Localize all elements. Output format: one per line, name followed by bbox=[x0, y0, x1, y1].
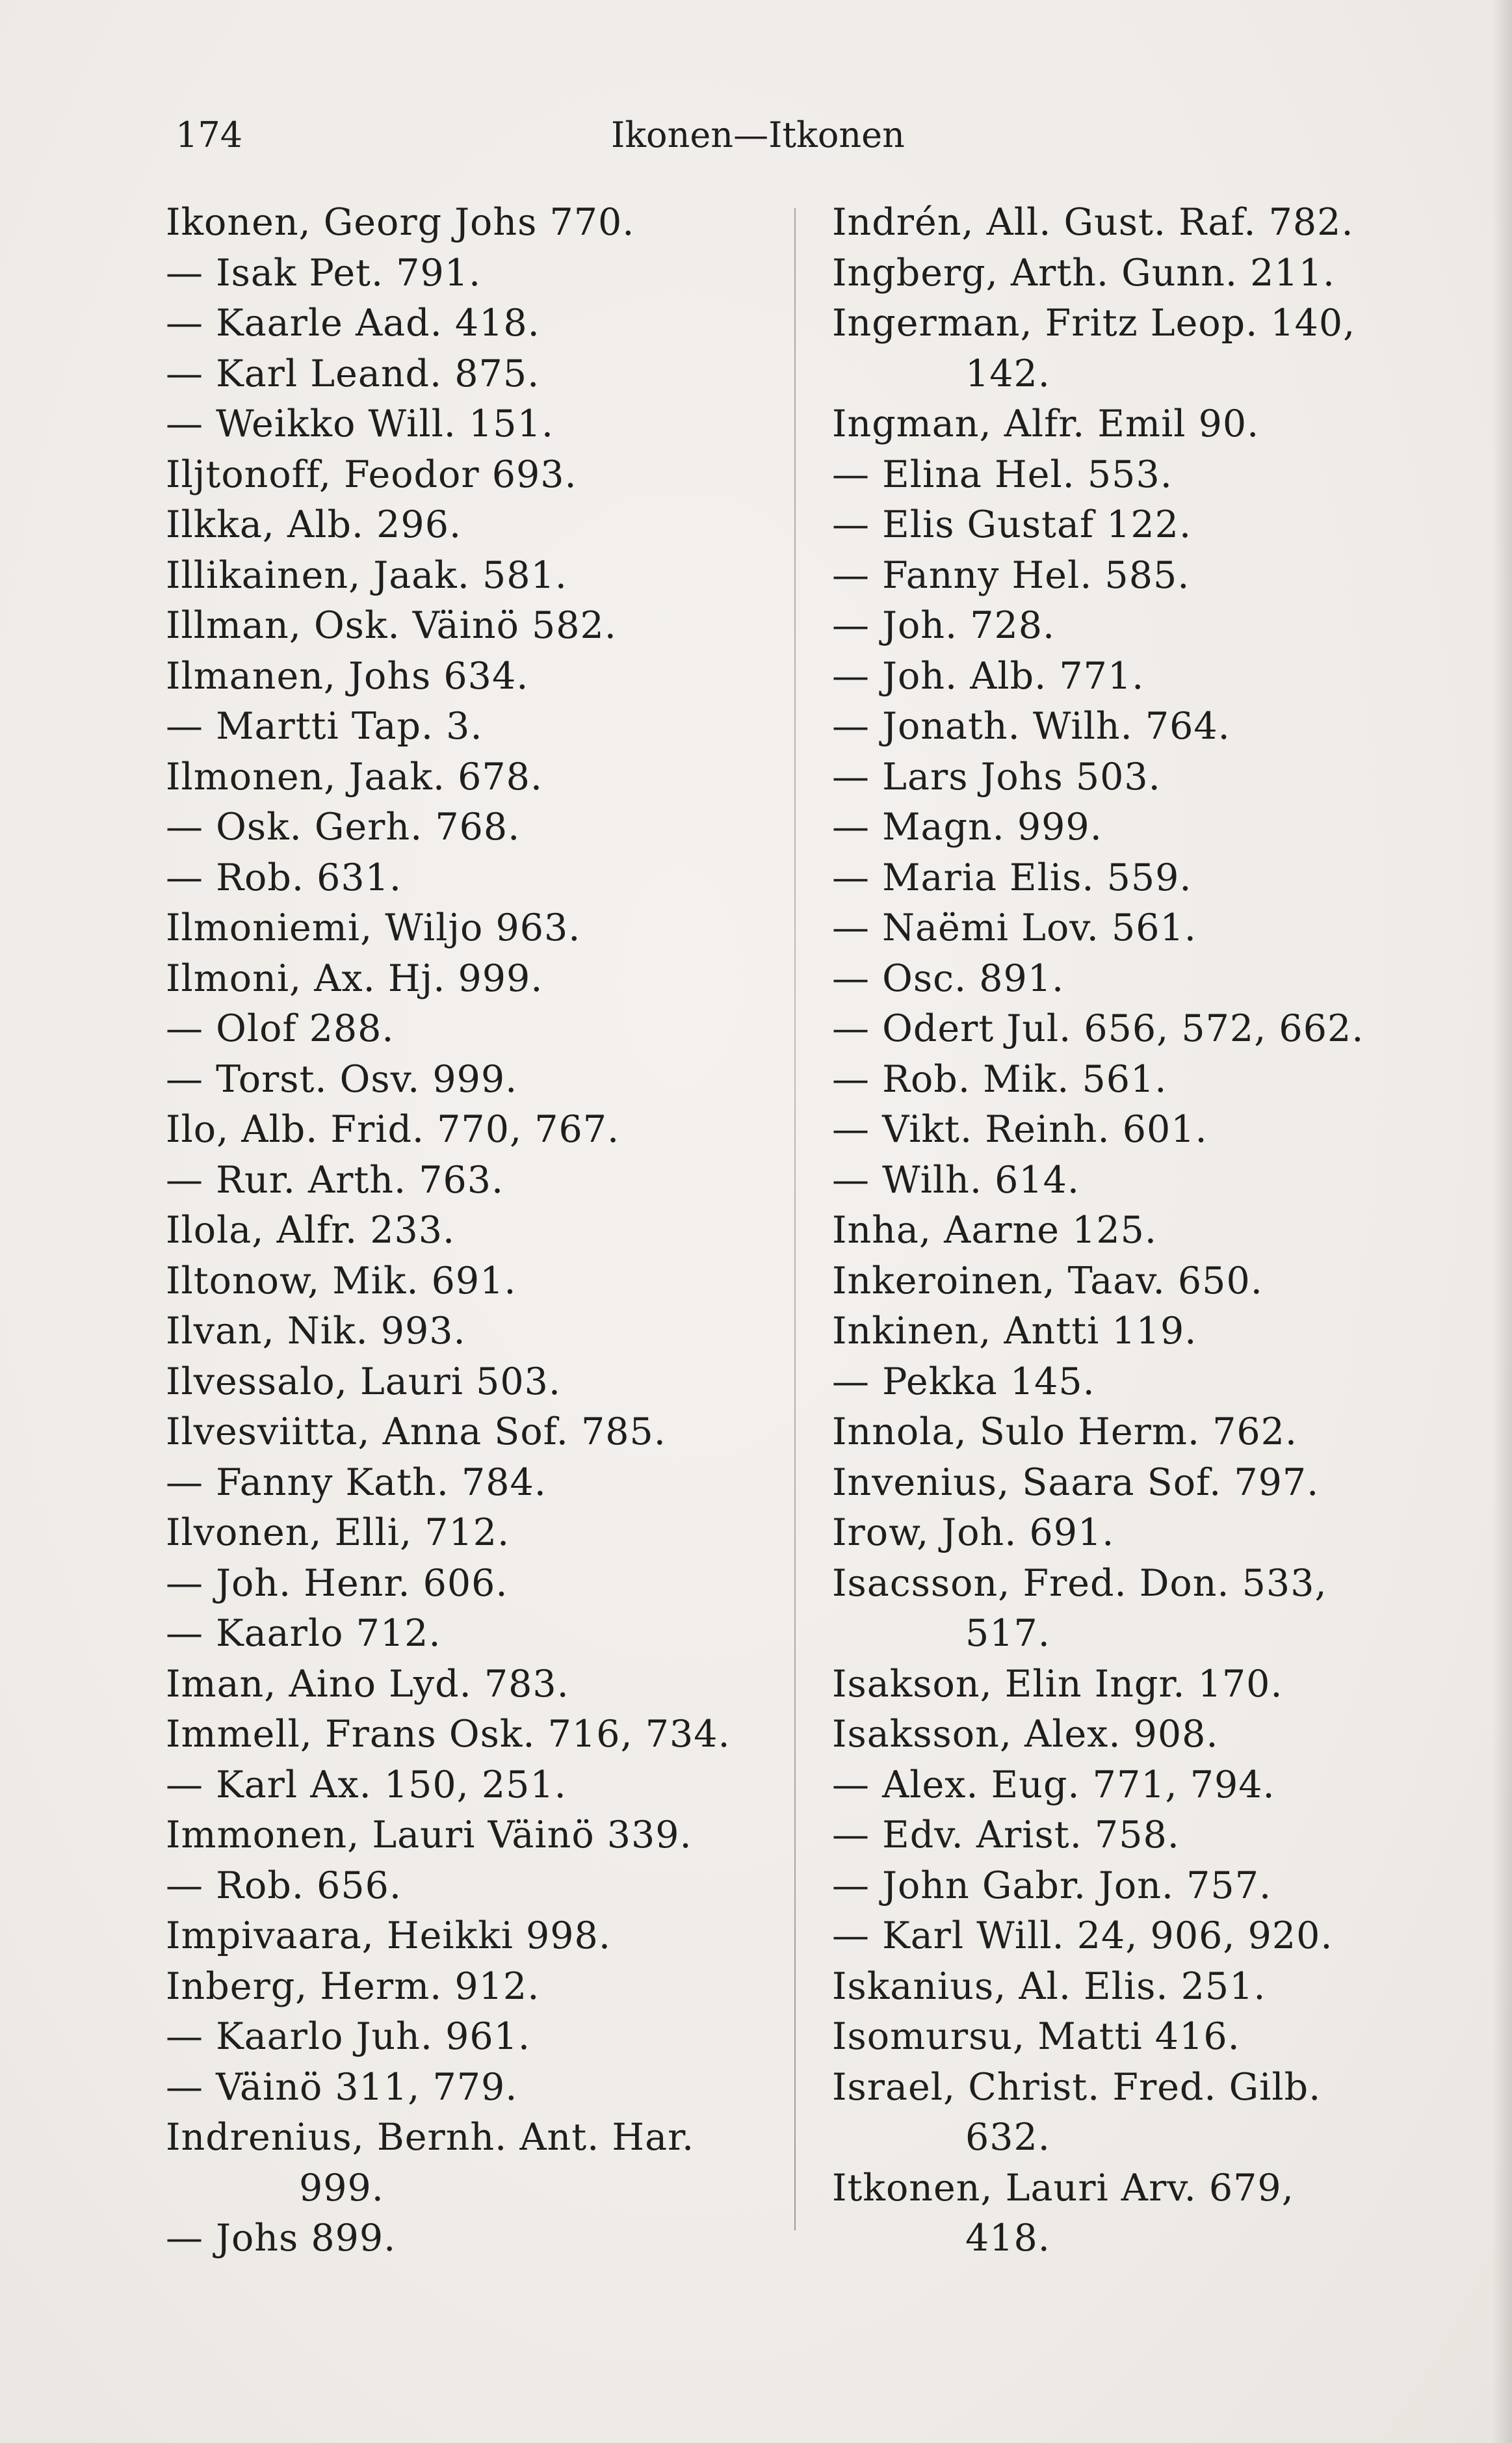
index-entry: — Väinö 311, 779. bbox=[166, 2065, 518, 2109]
index-entry: — Martti Tap. 3. bbox=[166, 705, 483, 748]
index-entry: Isaksson, Alex. 908. bbox=[832, 1713, 1219, 1756]
index-entry: Ikonen, Georg Johs 770. bbox=[166, 201, 635, 244]
index-entry: — Vikt. Reinh. 601. bbox=[832, 1108, 1208, 1151]
page-number: 174 bbox=[176, 114, 243, 155]
index-entry: Iltonow, Mik. 691. bbox=[166, 1259, 517, 1302]
index-entry: Ingman, Alfr. Emil 90. bbox=[832, 403, 1260, 445]
index-entry: Ilvesviitta, Anna Sof. 785. bbox=[166, 1410, 666, 1453]
index-entry: — John Gabr. Jon. 757. bbox=[832, 1864, 1272, 1907]
index-entry: Ilmoni, Ax. Hj. 999. bbox=[166, 957, 543, 1000]
index-entry: — Elis Gustaf 122. bbox=[832, 503, 1192, 546]
index-entry: Isomursu, Matti 416. bbox=[832, 2015, 1240, 2058]
index-entry: — Elina Hel. 553. bbox=[832, 453, 1173, 496]
index-entry: — Osc. 891. bbox=[832, 957, 1065, 1000]
index-entry: Isakson, Elin Ingr. 170. bbox=[832, 1662, 1283, 1706]
index-entry: Indrenius, Bernh. Ant. Har. bbox=[166, 2116, 695, 2159]
index-entry: Ingberg, Arth. Gunn. 211. bbox=[832, 251, 1335, 295]
index-entry: Inha, Aarne 125. bbox=[832, 1209, 1158, 1252]
index-entry-continuation: 418. bbox=[965, 2217, 1050, 2260]
index-entry: Ingerman, Fritz Leop. 140, bbox=[832, 302, 1356, 345]
index-entry: Itkonen, Lauri Arv. 679, bbox=[832, 2166, 1294, 2210]
index-entry: — Weikko Will. 151. bbox=[166, 403, 554, 445]
index-entry: Ilvan, Nik. 993. bbox=[166, 1310, 466, 1353]
index-entry: — Karl Ax. 150, 251. bbox=[166, 1763, 567, 1806]
index-entry: — Osk. Gerh. 768. bbox=[166, 806, 521, 849]
index-entry: — Magn. 999. bbox=[832, 806, 1102, 849]
index-entry: Inkeroinen, Taav. 650. bbox=[832, 1259, 1263, 1302]
index-entry: Ilmoniemi, Wiljo 963. bbox=[166, 906, 581, 949]
index-entry: — Isak Pet. 791. bbox=[166, 251, 482, 295]
column-divider bbox=[794, 208, 796, 2230]
index-entry: Ilmonen, Jaak. 678. bbox=[166, 755, 543, 799]
index-entry: — Torst. Osv. 999. bbox=[166, 1057, 518, 1101]
index-entry: Illman, Osk. Väinö 582. bbox=[166, 604, 617, 647]
index-entry: — Olof 288. bbox=[166, 1007, 395, 1050]
index-entry: — Fanny Hel. 585. bbox=[832, 553, 1190, 597]
index-entry: — Rob. 656. bbox=[166, 1864, 402, 1907]
index-entry: Innola, Sulo Herm. 762. bbox=[832, 1410, 1298, 1453]
index-entry-continuation: 142. bbox=[965, 352, 1050, 395]
index-entry: Iman, Aino Lyd. 783. bbox=[166, 1662, 569, 1706]
index-entry: — Rur. Arth. 763. bbox=[166, 1158, 504, 1202]
index-entry: — Joh. Henr. 606. bbox=[166, 1561, 508, 1605]
index-entry: — Jonath. Wilh. 764. bbox=[832, 705, 1231, 748]
index-entry: — Joh. 728. bbox=[832, 604, 1056, 647]
index-entry: Israel, Christ. Fred. Gilb. bbox=[832, 2065, 1322, 2109]
left-index-column bbox=[166, 198, 757, 2264]
index-entry: — Wilh. 614. bbox=[832, 1158, 1080, 1202]
index-entry: — Maria Elis. 559. bbox=[832, 856, 1192, 899]
index-entry: — Fanny Kath. 784. bbox=[166, 1460, 547, 1504]
index-entry: Indrén, All. Gust. Raf. 782. bbox=[832, 201, 1354, 244]
index-entry: Irow, Joh. 691. bbox=[832, 1511, 1115, 1554]
index-entry: Immonen, Lauri Väinö 339. bbox=[166, 1814, 692, 1856]
index-entry-continuation: 999. bbox=[299, 2166, 384, 2210]
index-entry: Ilvonen, Elli, 712. bbox=[166, 1511, 510, 1554]
index-entry: — Naëmi Lov. 561. bbox=[832, 906, 1197, 949]
index-entry: Inberg, Herm. 912. bbox=[166, 1964, 540, 2008]
index-entry: Iljtonoff, Feodor 693. bbox=[166, 453, 577, 496]
right-index-column bbox=[832, 198, 1437, 2264]
index-entry: — Pekka 145. bbox=[832, 1360, 1095, 1403]
index-entry: — Lars Johs 503. bbox=[832, 755, 1161, 799]
running-head: Ikonen—Itkonen bbox=[611, 114, 905, 155]
index-entry: Inkinen, Antti 119. bbox=[832, 1310, 1197, 1353]
index-entry: — Joh. Alb. 771. bbox=[832, 654, 1145, 698]
index-entry: Illikainen, Jaak. 581. bbox=[166, 553, 567, 597]
index-entry: — Kaarlo 712. bbox=[166, 1612, 441, 1655]
index-entry: Iskanius, Al. Elis. 251. bbox=[832, 1964, 1266, 2008]
index-entry: — Alex. Eug. 771, 794. bbox=[832, 1763, 1275, 1806]
index-entry: — Kaarlo Juh. 961. bbox=[166, 2015, 531, 2058]
index-entry: — Rob. 631. bbox=[166, 856, 402, 899]
index-entry: Immell, Frans Osk. 716, 734. bbox=[166, 1713, 731, 1756]
index-entry: — Odert Jul. 656, 572, 662. bbox=[832, 1007, 1364, 1050]
index-entry: — Johs 899. bbox=[166, 2217, 397, 2260]
index-entry: — Edv. Arist. 758. bbox=[832, 1814, 1180, 1856]
index-entry-continuation: 632. bbox=[965, 2116, 1050, 2159]
index-entry: Ilo, Alb. Frid. 770, 767. bbox=[166, 1108, 620, 1151]
index-entry-continuation: 517. bbox=[965, 1612, 1050, 1655]
index-entry: Ilkka, Alb. 296. bbox=[166, 503, 462, 546]
index-entry: — Rob. Mik. 561. bbox=[832, 1057, 1167, 1101]
index-entry: — Karl Leand. 875. bbox=[166, 352, 540, 395]
index-entry: Ilola, Alfr. 233. bbox=[166, 1209, 456, 1252]
index-entry: Ilmanen, Johs 634. bbox=[166, 654, 529, 698]
page-edge-shadow bbox=[1492, 0, 1512, 2443]
index-entry: — Kaarle Aad. 418. bbox=[166, 302, 540, 345]
page-header bbox=[176, 109, 988, 161]
index-entry: Ilvessalo, Lauri 503. bbox=[166, 1360, 562, 1403]
index-entry: — Karl Will. 24, 906, 920. bbox=[832, 1914, 1333, 1957]
index-entry: Isacsson, Fred. Don. 533, bbox=[832, 1561, 1327, 1605]
index-entry: Invenius, Saara Sof. 797. bbox=[832, 1460, 1320, 1504]
index-entry: Impivaara, Heikki 998. bbox=[166, 1914, 611, 1957]
